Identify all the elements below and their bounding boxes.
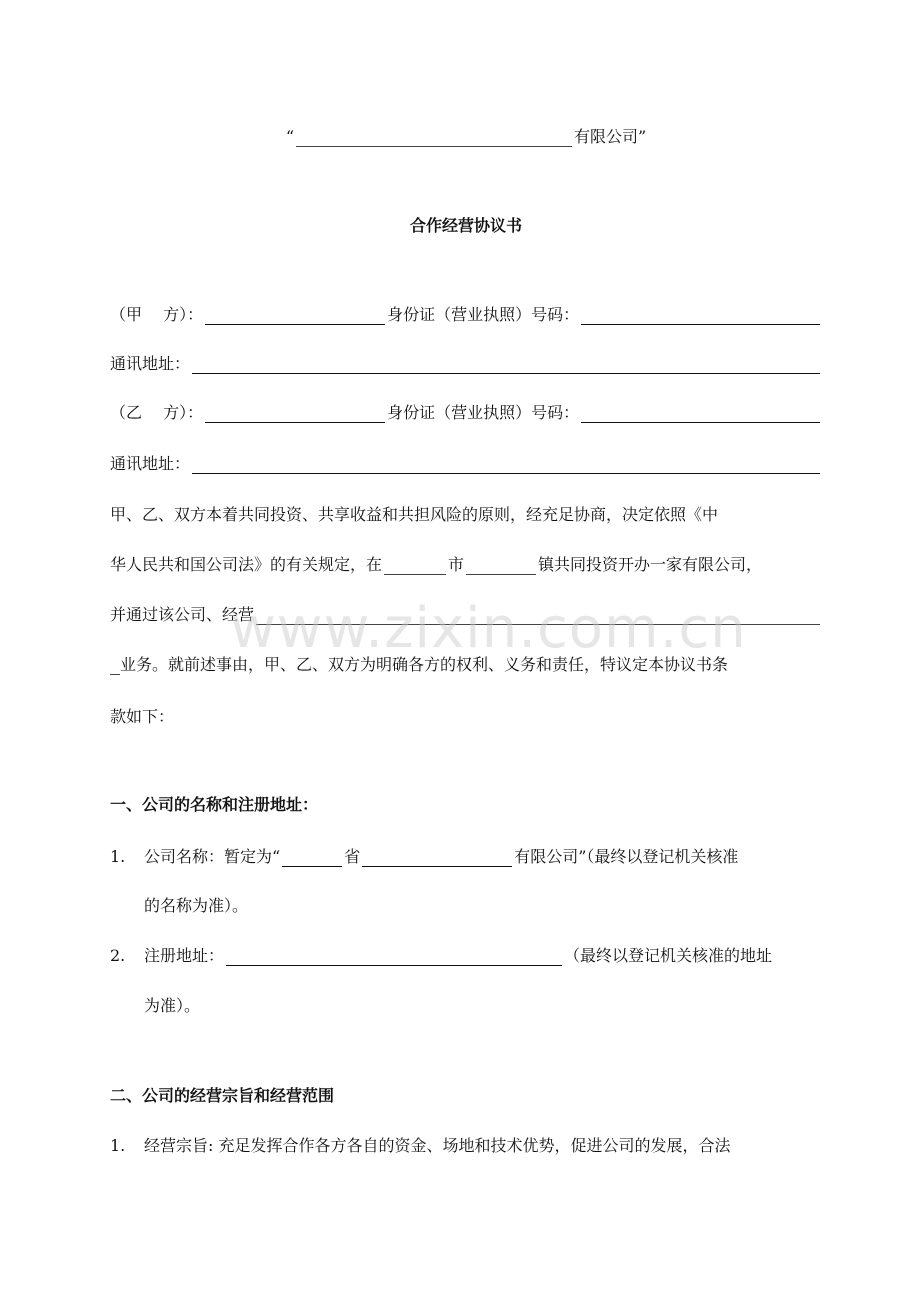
watermark: www.zixin.com.cn [230,596,747,661]
item-1-text-c: 有限公司”（最终以登记机关核准 [514,847,739,866]
item-1-text-b: 省 [344,847,361,866]
item-1-text-a: 公司名称：暂定为“ [144,847,281,866]
intro-line-5: 款如下： [110,707,175,726]
party-a-label: （甲 方）： [110,305,204,324]
party-b-name-blank [205,402,385,423]
section-1-item-2-cont: 为准）。 [144,996,201,1015]
item-2-text-a: 注册地址： [144,946,225,965]
company-name-blank-2 [362,846,512,867]
party-a-id-blank [581,304,820,325]
party-b-address-label: 通讯地址： [110,454,191,473]
item-number: 2. [110,946,126,965]
section-2-item-1-text: 经营宗旨: 充足发挥合作各方各自的资金、场地和技术优势，促进公司的发展，合法 [144,1136,731,1155]
intro-line-1: 甲、乙、双方本着共同投资、共享收益和共担风险的原则，经充足协商，决定依照《中 [110,505,719,524]
quote-open: “ [285,127,294,146]
intro-line-2 [110,550,822,580]
party-a-id-label: 身份证（营业执照）号码： [387,305,580,324]
company-name-header [110,122,822,152]
registered-address-blank [226,945,562,966]
party-a-address-label: 通讯地址： [110,354,191,373]
intro-line-2a: 华人民共和国公司法》的有关规定，在 [110,555,383,574]
party-b-address-blank [192,453,820,474]
section-1-item-1 [110,842,822,872]
document-title: 合作经营协议书 [409,216,522,235]
intro-line-3-text: 并通过该公司、经营 [110,605,255,624]
party-a-address-blank [192,353,820,374]
section-2-heading: 二、公司的经营宗旨和经营范围 [110,1086,335,1105]
party-a-address-line [110,349,822,379]
company-suffix: 有限公司” [574,127,647,146]
party-b-id-blank [581,402,820,423]
party-b-address-line [110,449,822,479]
business-scope-blank-tail [110,654,120,675]
company-name-blank [296,126,572,147]
item-2-text-b: （最终以登记机关核准的地址 [564,946,773,965]
province-blank [282,846,342,867]
intro-line-4-text: 业务。就前述事由，甲、乙、双方为明确各方的权利、义务和责任，特议定本协议书条 [120,655,729,674]
section-1-heading: 一、公司的名称和注册地址： [110,795,319,814]
party-a-name-blank [205,304,385,325]
party-b-line [110,398,822,428]
item-number: 1. [110,1136,126,1155]
section-1-item-2 [110,941,822,971]
intro-city-label: 市 [448,555,465,574]
town-blank [466,554,536,575]
party-b-id-label: 身份证（营业执照）号码： [387,403,580,422]
city-blank [384,554,446,575]
party-a-line [110,300,822,330]
section-1-item-1-cont: 的名称为准）。 [144,896,249,915]
party-b-label: （乙 方）： [110,403,204,422]
section-2-item-1 [110,1131,822,1161]
item-number: 1. [110,847,126,866]
intro-line-2c: 镇共同投资开办一家有限公司， [538,555,763,574]
